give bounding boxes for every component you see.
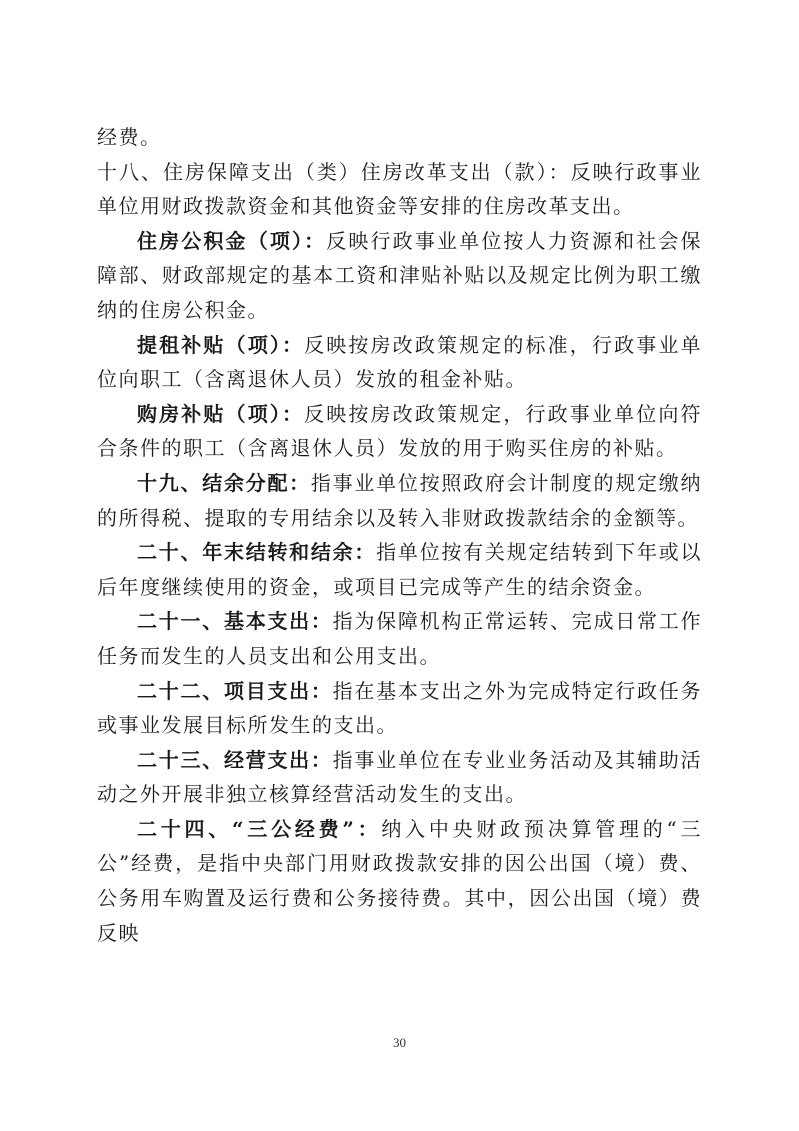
paragraph-text: 指在基本支出之外为完成特定行政任务或事业发展目标所发生的支出。 bbox=[97, 678, 703, 738]
paragraph-term: 购房补贴（项）： bbox=[137, 401, 305, 426]
paragraph-term: 二十四、“三公经费”： bbox=[137, 816, 382, 841]
paragraph-term: 二十二、项目支出： bbox=[137, 678, 333, 703]
paragraph-text: 十八、住房保障支出（类）住房改革支出（款）：反映行政事业单位用财政拨款资金和其他资金等安排的住房改革支出。 bbox=[97, 159, 702, 219]
paragraph-text: 指事业单位按照政府会计制度的规定缴纳的所得税、提取的专用结余以及转入非财政拨款结余的金额等。 bbox=[97, 470, 703, 530]
paragraph-5 bbox=[97, 397, 702, 466]
document-body bbox=[97, 120, 702, 950]
paragraph-text: 反映按房改政策规定的标准，行政事业单位向职工（含离退休人员）发放的租金补贴。 bbox=[97, 332, 703, 392]
paragraph-text: 经费。 bbox=[97, 125, 162, 149]
paragraph-text: 指为保障机构正常运转、完成日常工作任务而发生的人员支出和公用支出。 bbox=[97, 609, 703, 668]
paragraph-text: 指事业单位在专业业务活动及其辅助活动之外开展非独立核算经营活动发生的支出。 bbox=[97, 747, 703, 807]
paragraph-6 bbox=[97, 466, 702, 535]
paragraph-1 bbox=[97, 120, 702, 155]
paragraph-term: 住房公积金（项）： bbox=[137, 228, 327, 253]
paragraph-term: 提租补贴（项）： bbox=[137, 332, 305, 357]
paragraph-4 bbox=[97, 328, 702, 397]
paragraph-text: 指单位按有关规定结转到下年或以后年度继续使用的资金，或项目已完成等产生的结余资金。 bbox=[97, 540, 703, 599]
paragraph-11 bbox=[97, 812, 702, 950]
paragraph-9 bbox=[97, 674, 702, 743]
paragraph-term: 二十一、基本支出： bbox=[137, 609, 333, 634]
paragraph-term: 十九、结余分配： bbox=[137, 470, 311, 495]
paragraph-text: 反映按房改政策规定，行政事业单位向符合条件的职工（含离退休人员）发放的用于购买住房的补贴。 bbox=[97, 401, 703, 461]
paragraph-3 bbox=[97, 224, 702, 328]
paragraph-8 bbox=[97, 604, 702, 673]
paragraph-term: 二十、年末结转和结余： bbox=[137, 540, 377, 565]
paragraph-7 bbox=[97, 535, 702, 604]
paragraph-text: 纳入中央财政预决算管理的“三公”经费，是指中央部门用财政拨款安排的因公出国（境）费、公务用车购置及运行费和公务接待费。其中，因公出国（境）费反映 bbox=[97, 816, 702, 945]
paragraph-2 bbox=[97, 155, 702, 224]
page-number: 30 bbox=[393, 1035, 406, 1050]
paragraph-10 bbox=[97, 743, 702, 812]
paragraph-text: 反映行政事业单位按人力资源和社会保障部、财政部规定的基本工资和津贴补贴以及规定比例为职工缴纳的住房公积金。 bbox=[97, 228, 703, 322]
paragraph-term: 二十三、经营支出： bbox=[137, 747, 333, 772]
